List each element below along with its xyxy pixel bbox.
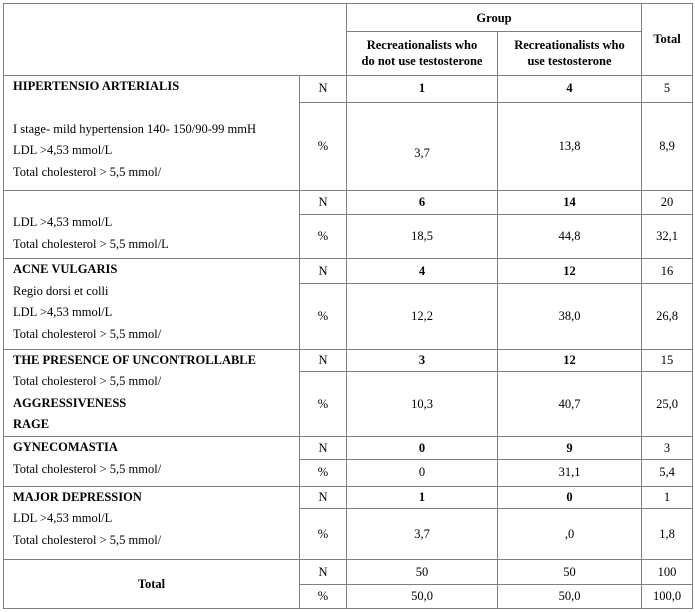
percent-testosterone: ,0	[498, 509, 642, 560]
percent-no-testosterone: 18,5	[347, 214, 498, 258]
condition-row-n	[4, 437, 693, 459]
stat-label: %	[300, 214, 347, 258]
stat-label: N	[300, 190, 347, 214]
condition-label-line	[13, 97, 299, 119]
condition-row-n	[4, 486, 693, 508]
condition-label-line: LDL >4,53 mmol/L	[13, 143, 113, 158]
percent-testosterone: 13,8	[498, 102, 642, 190]
condition-row-n	[4, 259, 693, 284]
header-total: Total	[642, 4, 693, 76]
stat-label: N	[300, 486, 347, 508]
total-row-n	[4, 560, 693, 584]
percent-total: 25,0	[642, 371, 693, 437]
header-col1-line1: Recreationalists who	[366, 38, 478, 53]
header-col1-line2: do not use testosterone	[361, 54, 483, 69]
stat-label: %	[300, 284, 347, 350]
condition-label-line: GYNECOMASTIA	[13, 440, 118, 455]
count-total: 100	[642, 560, 693, 584]
count-total: 16	[642, 259, 693, 284]
condition-label-line: THE PRESENCE OF UNCONTROLLABLE	[13, 352, 256, 367]
count-no-testosterone: 1	[347, 75, 498, 102]
condition-label-line: Regio dorsi et colli	[13, 283, 109, 298]
header-corner-cell	[4, 4, 347, 76]
condition-label-line: MAJOR DEPRESSION	[13, 489, 142, 504]
header-col2-line2: use testosterone	[527, 54, 612, 69]
condition-label-line	[13, 191, 299, 213]
count-testosterone: 50	[498, 560, 642, 584]
percent-testosterone: 50,0	[498, 584, 642, 608]
stat-label: N	[300, 349, 347, 371]
count-testosterone: 9	[498, 437, 642, 459]
header-group: Group	[347, 4, 642, 32]
count-testosterone: 4	[498, 75, 642, 102]
count-no-testosterone: 4	[347, 259, 498, 284]
stat-label: N	[300, 560, 347, 584]
stat-label: %	[300, 102, 347, 190]
header-row-group	[4, 4, 693, 32]
count-total: 20	[642, 190, 693, 214]
condition-label	[4, 190, 300, 259]
count-no-testosterone: 3	[347, 349, 498, 371]
stat-label: %	[300, 509, 347, 560]
header-col-testosterone	[498, 32, 642, 75]
condition-label	[4, 486, 300, 560]
percent-total: 32,1	[642, 214, 693, 258]
count-no-testosterone: 1	[347, 486, 498, 508]
count-testosterone: 0	[498, 486, 642, 508]
count-testosterone: 14	[498, 190, 642, 214]
count-no-testosterone: 0	[347, 437, 498, 459]
condition-row-n	[4, 190, 693, 214]
header-col-no-testosterone	[347, 32, 498, 75]
condition-label-line: ACNE VULGARIS	[13, 262, 118, 277]
percent-testosterone: 38,0	[498, 284, 642, 350]
stat-label: %	[300, 459, 347, 486]
condition-label-line: LDL >4,53 mmol/L	[13, 305, 113, 320]
condition-label	[4, 259, 300, 350]
percent-total: 8,9	[642, 102, 693, 190]
count-total: 1	[642, 486, 693, 508]
percent-total: 5,4	[642, 459, 693, 486]
count-total: 3	[642, 437, 693, 459]
stat-label: N	[300, 75, 347, 102]
condition-label-line: LDL >4,53 mmol/L	[13, 511, 113, 526]
percent-testosterone: 31,1	[498, 459, 642, 486]
percent-no-testosterone: 0	[347, 459, 498, 486]
condition-label-line: Total cholesterol > 5,5 mmol/	[13, 461, 162, 476]
percent-no-testosterone: 50,0	[347, 584, 498, 608]
condition-label-line: Total cholesterol > 5,5 mmol/	[13, 164, 162, 179]
condition-label	[4, 437, 300, 486]
stat-label: N	[300, 437, 347, 459]
condition-label-line: Total cholesterol > 5,5 mmol/L	[13, 236, 169, 251]
percent-no-testosterone: 12,2	[347, 284, 498, 350]
count-no-testosterone: 50	[347, 560, 498, 584]
percent-testosterone: 40,7	[498, 371, 642, 437]
percent-total: 26,8	[642, 284, 693, 350]
condition-label-line: Total cholesterol > 5,5 mmol/	[13, 532, 162, 547]
condition-label-line: LDL >4,53 mmol/L	[13, 215, 113, 229]
count-total: 5	[642, 75, 693, 102]
percent-total: 1,8	[642, 509, 693, 560]
condition-label-line: RAGE	[13, 417, 50, 432]
condition-label	[4, 75, 300, 190]
count-no-testosterone: 6	[347, 190, 498, 214]
stat-label: N	[300, 259, 347, 284]
condition-label	[4, 349, 300, 437]
condition-row-n	[4, 75, 693, 102]
percent-no-testosterone: 10,3	[347, 371, 498, 437]
percent-no-testosterone: 3,7	[347, 102, 498, 190]
condition-label-line: Total cholesterol > 5,5 mmol/	[13, 326, 162, 341]
condition-row-n	[4, 349, 693, 371]
condition-label-line: HIPERTENSIO ARTERIALIS	[13, 78, 180, 93]
stat-label: %	[300, 371, 347, 437]
results-table	[3, 3, 693, 609]
stat-label: %	[300, 584, 347, 608]
count-total: 15	[642, 349, 693, 371]
percent-no-testosterone: 3,7	[347, 509, 498, 560]
percent-total: 100,0	[642, 584, 693, 608]
count-testosterone: 12	[498, 349, 642, 371]
total-label: Total	[4, 560, 300, 609]
condition-label-line: AGGRESSIVENESS	[13, 395, 127, 410]
condition-label-line: I stage- mild hypertension 140- 150/90-99 mmH	[13, 121, 257, 136]
condition-label-line: Total cholesterol > 5,5 mmol/	[13, 374, 162, 389]
header-col2-line1: Recreationalists who	[514, 38, 625, 53]
percent-testosterone: 44,8	[498, 214, 642, 258]
count-testosterone: 12	[498, 259, 642, 284]
